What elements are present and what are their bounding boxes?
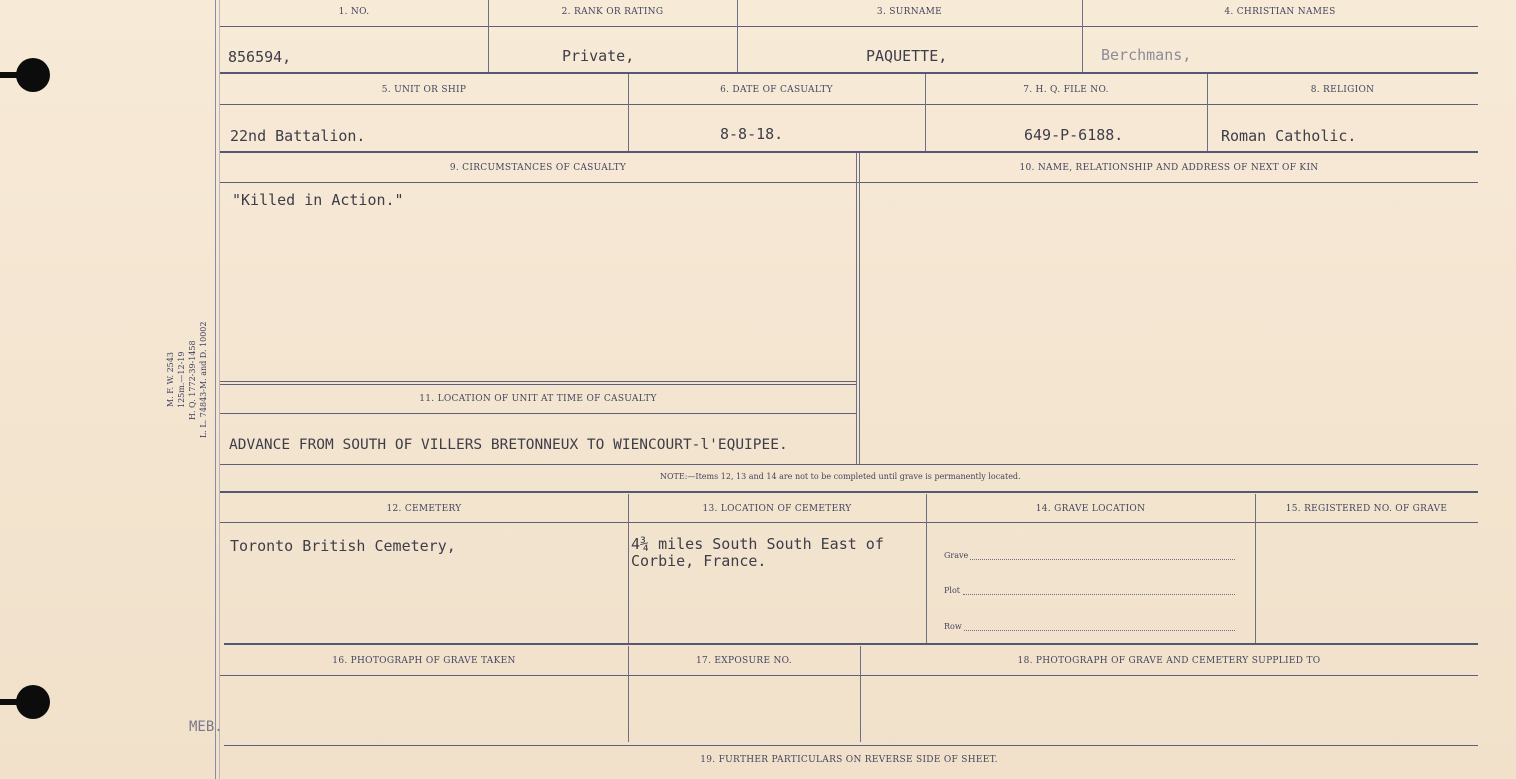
rule-row4-label bbox=[220, 522, 1478, 523]
label-exposure: 17. EXPOSURE NO. bbox=[696, 656, 792, 666]
grave-field-line bbox=[970, 559, 1235, 560]
plot-field-label: Plot bbox=[944, 586, 960, 595]
label-hq: 7. H. Q. FILE NO. bbox=[1023, 85, 1109, 95]
value-no: 856594, bbox=[228, 48, 292, 66]
initials: MEB. bbox=[189, 719, 223, 735]
grave-field-label: Grave bbox=[944, 551, 969, 560]
divider-8 bbox=[628, 494, 629, 643]
label-further: 19. FURTHER PARTICULARS ON REVERSE SIDE OF SHEET. bbox=[700, 755, 998, 765]
value-religion: Roman Catholic. bbox=[1221, 127, 1357, 145]
label-date: 6. DATE OF CASUALTY bbox=[720, 85, 833, 95]
value-cemetery-location-1: 4¾ miles South South East of bbox=[631, 535, 884, 553]
rule-row1-label bbox=[220, 26, 1478, 27]
divider-7 bbox=[856, 153, 857, 465]
value-location-unit: ADVANCE FROM SOUTH OF VILLERS BRETONNEUX TO WIENCOURT-l'EQUIPEE. bbox=[229, 437, 788, 453]
value-cemetery: Toronto British Cemetery, bbox=[230, 537, 456, 555]
note-text: NOTE:—Items 12, 13 and 14 are not to be completed until grave is permanently located. bbox=[660, 472, 1021, 481]
side-print-line-2: 125m.—12-19 bbox=[177, 351, 186, 409]
rule-row2-bottom bbox=[220, 151, 1478, 153]
margin-line bbox=[215, 0, 216, 779]
value-surname: PAQUETTE, bbox=[866, 47, 948, 65]
label-religion: 8. RELIGION bbox=[1310, 85, 1375, 95]
side-print-line-3: H. Q. 1772-39-1458 bbox=[188, 340, 197, 420]
label-photo-supplied: 18. PHOTOGRAPH OF GRAVE AND CEMETERY SUPPLIED TO bbox=[1017, 656, 1321, 666]
rule-location-top bbox=[220, 381, 856, 382]
label-cemetery-location: 13. LOCATION OF CEMETERY bbox=[702, 504, 852, 514]
label-rank: 2. RANK OR RATING bbox=[561, 7, 664, 17]
value-hq: 649-P-6188. bbox=[1024, 126, 1124, 144]
label-no: 1. NO. bbox=[338, 7, 370, 17]
side-print bbox=[165, 310, 215, 450]
row-field-label: Row bbox=[944, 622, 962, 631]
value-cemetery-location-2: Corbie, France. bbox=[631, 552, 767, 570]
label-grave-location: 14. GRAVE LOCATION bbox=[1035, 504, 1146, 514]
punch-hole-top-stub bbox=[0, 72, 22, 78]
label-cemetery: 12. CEMETERY bbox=[386, 504, 462, 514]
value-date: 8-8-18. bbox=[720, 125, 784, 143]
value-circumstances: "Killed in Action." bbox=[232, 191, 404, 209]
rule-row5-label bbox=[220, 675, 1478, 676]
rule-row3-label bbox=[220, 182, 1478, 183]
label-location-unit: 11. LOCATION OF UNIT AT TIME OF CASUALTY bbox=[419, 394, 657, 404]
side-print-line-1: M. F. W. 2543 bbox=[166, 352, 175, 408]
row-field-line bbox=[964, 630, 1235, 631]
label-circumstances: 9. CIRCUMSTANCES OF CASUALTY bbox=[449, 163, 627, 173]
label-registered: 15. REGISTERED NO. OF GRAVE bbox=[1285, 504, 1448, 514]
label-surname: 3. SURNAME bbox=[876, 7, 943, 17]
label-next-of-kin: 10. NAME, RELATIONSHIP AND ADDRESS OF NEXT OF KIN bbox=[1019, 163, 1319, 173]
divider-10 bbox=[1255, 494, 1256, 643]
value-rank: Private, bbox=[562, 47, 635, 65]
divider-9 bbox=[926, 494, 927, 643]
side-print-line-4: L. L. 74843-M. and D. 10002 bbox=[199, 321, 208, 439]
label-photo-taken: 16. PHOTOGRAPH OF GRAVE TAKEN bbox=[332, 656, 516, 666]
rule-note-top bbox=[220, 464, 1478, 465]
plot-field-line bbox=[963, 594, 1235, 595]
punch-hole-bottom-stub bbox=[0, 699, 22, 705]
rule-location-label bbox=[220, 413, 856, 414]
rule-row6-top bbox=[224, 745, 1478, 746]
rule-row2-label bbox=[220, 104, 1478, 105]
value-christian: Berchmans, bbox=[1101, 46, 1192, 64]
rule-row1-bottom bbox=[220, 72, 1478, 74]
value-unit: 22nd Battalion. bbox=[230, 127, 366, 145]
divider-7b bbox=[859, 153, 860, 465]
rule-note-bottom bbox=[220, 491, 1478, 493]
label-unit: 5. UNIT OR SHIP bbox=[381, 85, 467, 95]
rule-location-top2 bbox=[220, 384, 856, 385]
label-christian: 4. CHRISTIAN NAMES bbox=[1224, 7, 1336, 17]
rule-row4-bottom bbox=[224, 643, 1478, 645]
